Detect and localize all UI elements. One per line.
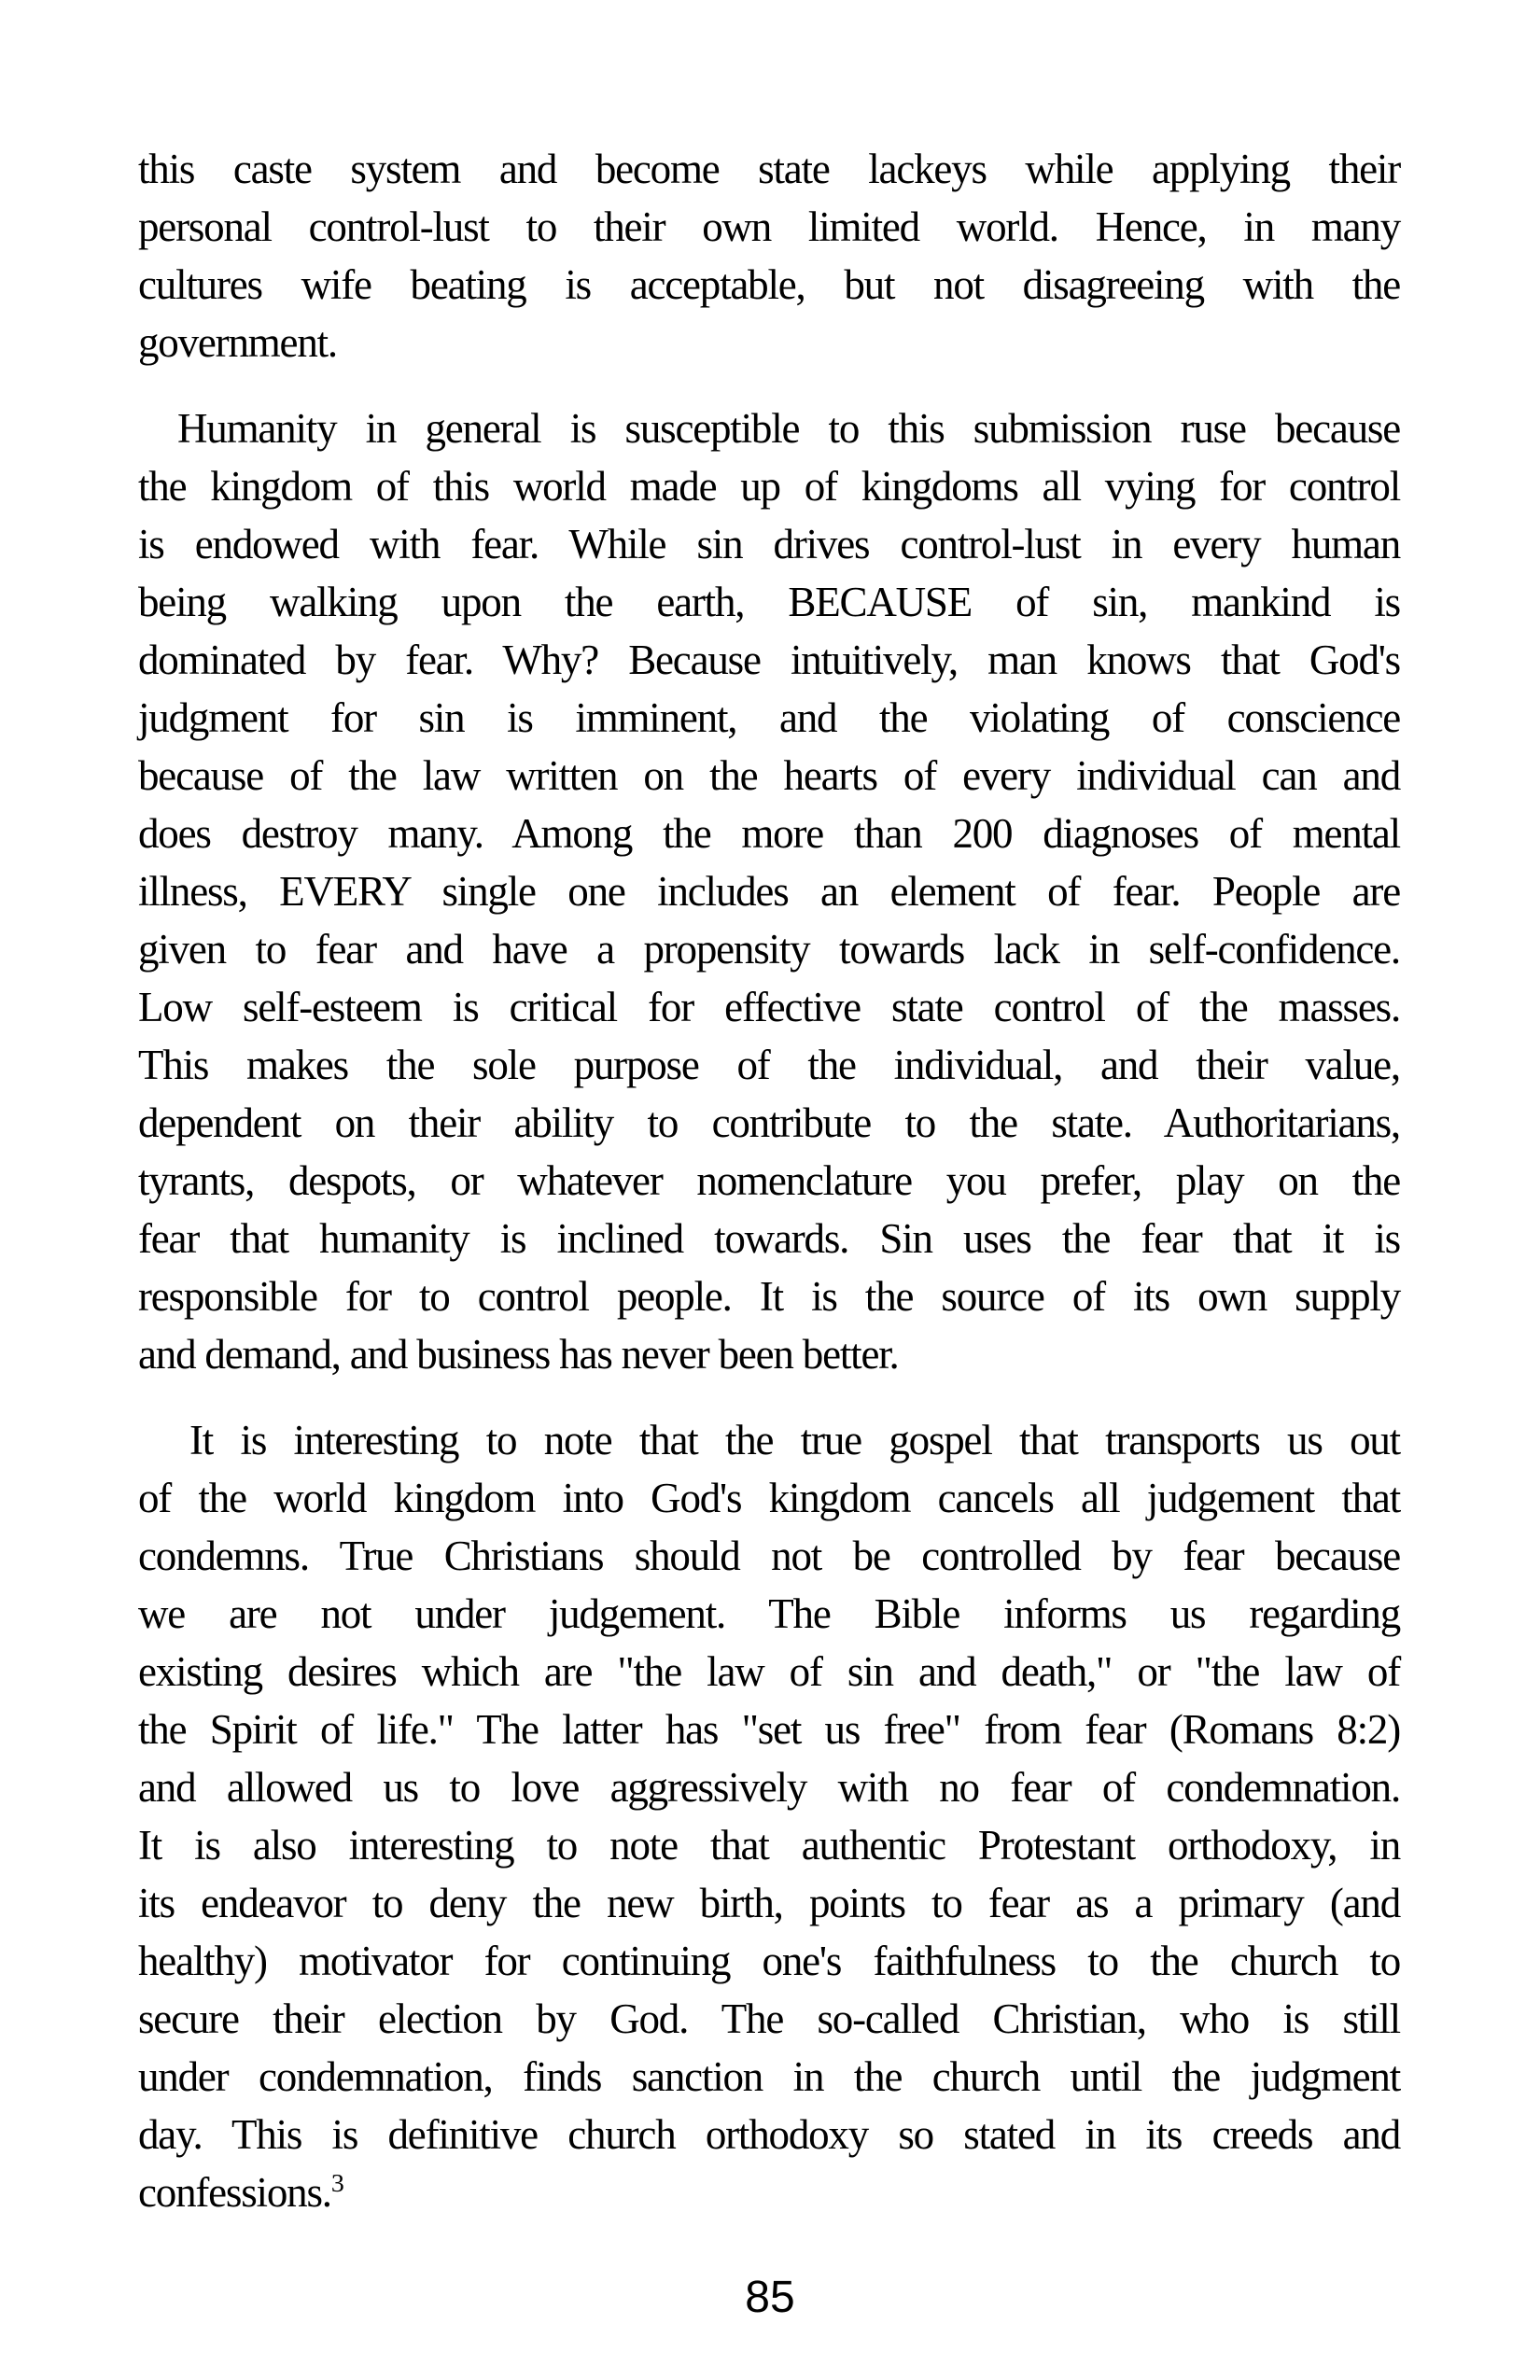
text-line: the Spirit of life." The latter has "set us free" from fear (Romans 8:2) [138,1706,1400,1753]
paragraph-1 [138,140,1400,371]
text-line: existing desires which are "the law of sin and death," or "the law of [138,1648,1400,1695]
text-line: Low self-esteem is critical for effective state control of the masses. [138,984,1400,1030]
text-line: given to fear and have a propensity towards lack in self-confidence. [138,926,1400,973]
page-number: 85 [745,2273,795,2322]
text-line: the kingdom of this world made up of kingdoms all vying for control [138,463,1400,510]
text-line: because of the law written on the hearts of every individual can and [138,752,1400,799]
text-line: responsible for to control people. It is the source of its own supply [138,1273,1400,1320]
text-line: this caste system and become state lackeys while applying their [138,146,1400,192]
paragraph-2 [138,399,1400,1383]
text-line: healthy) motivator for continuing one's faithfulness to the church to [138,1938,1400,1984]
text-line: and allowed us to love aggressively with no fear of condemnation. [138,1764,1400,1811]
text-line: This makes the sole purpose of the individual, and their value, [138,1042,1400,1088]
text-line: tyrants, despots, or whatever nomenclature you prefer, play on the [138,1157,1400,1204]
text-line: does destroy many. Among the more than 200 diagnoses of mental [138,810,1400,857]
text-line: cultures wife beating is acceptable, but not disagreeing with the [138,261,1400,308]
text-line: and demand, and business has never been better. [138,1331,899,1378]
text-line: dependent on their ability to contribute to the state. Authoritarians, [138,1099,1400,1146]
text-line [138,2163,1400,2221]
text-line: its endeavor to deny the new birth, points to fear as a primary (and [138,1880,1400,1926]
text-line: condemns. True Christians should not be controlled by fear because [138,1533,1400,1579]
text-line: fear that humanity is inclined towards. Sin uses the fear that it is [138,1215,1400,1262]
text-line: being walking upon the earth, BECAUSE of sin, mankind is [138,579,1400,625]
text-line: is endowed with fear. While sin drives control-lust in every human [138,521,1400,567]
text-line: of the world kingdom into God's kingdom cancels all judgement that [138,1475,1400,1521]
text-line: It is interesting to note that the true gospel that transports us out [189,1417,1400,1463]
text-line: day. This is definitive church orthodoxy so stated in its creeds and [138,2111,1400,2158]
body-text [138,140,1400,2221]
last-line-text: confessions. [138,2169,331,2216]
text-line: Humanity in general is susceptible to this submission ruse because [177,405,1400,452]
text-line: under condemnation, finds sanction in the church until the judgment [138,2053,1400,2100]
text-line: dominated by fear. Why? Because intuitively, man knows that God's [138,637,1400,683]
footnote-reference: 3 [330,2169,344,2198]
text-line: It is also interesting to note that authentic Protestant orthodoxy, in [138,1822,1400,1869]
text-line: personal control-lust to their own limited world. Hence, in many [138,203,1400,250]
text-line: we are not under judgement. The Bible informs us regarding [138,1590,1400,1637]
text-line: judgment for sin is imminent, and the violating of conscience [138,694,1400,741]
text-line: government. [138,319,337,366]
text-line: illness, EVERY single one includes an element of fear. People are [138,868,1400,915]
text-line: secure their election by God. The so-called Christian, who is still [138,1995,1400,2042]
paragraph-3 [138,1411,1400,2221]
